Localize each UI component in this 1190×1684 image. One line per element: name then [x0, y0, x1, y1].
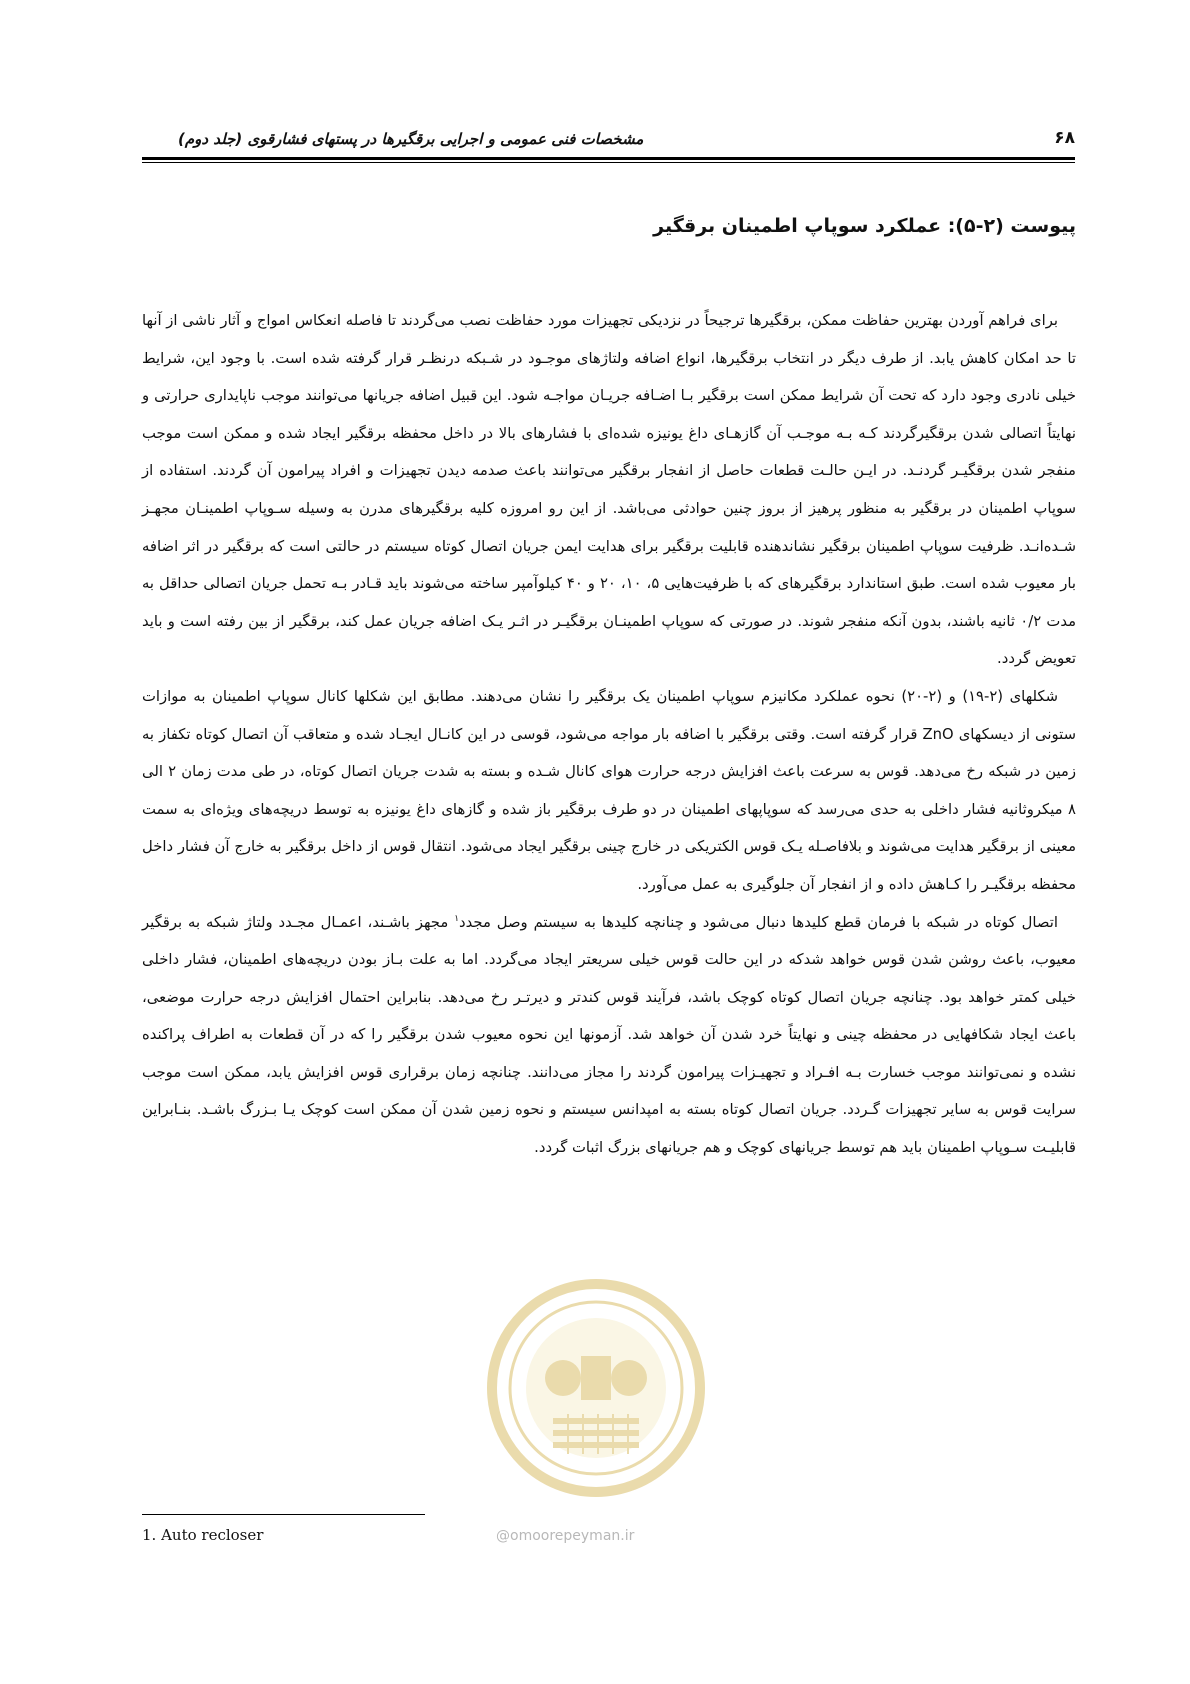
header-rule-thin	[142, 162, 1075, 163]
paragraph: شکلهای (۲-۱۹) و (۲-۲۰) نحوه عملکرد مکانیزم سوپاپ اطمینان یک برقگیر را نشان می‌دهند. مطابق این شکلها کانال سوپاپ اطمینان به موازات ستونی از دیسکهای ZnO قرار گرفته است. وقتی برقگیر با اضافه بار مواجه می‌شود، قوسی در این کانـال ایجـاد شده و متعاقب آن اتصال کوتاه تکفاز به زمین در شبکه رخ می‌دهد. قوس به سرعت باعث افزایش درجه حرارت هوای کانال شـده و بسته به شدت جریان اتصال کوتاه، در طی مدت زمان ۲ الی ۸ میکروثانیه فشار داخلی به حدی می‌رسد که سوپاپهای اطمینان در دو طرف برقگیر باز شده و گازهای داغ یونیزه به توسط دریچه‌های ویژه‌ای به سمت معینی از برقگیر هدایت می‌شوند و بلافاصـله یـک قوس الکتریکی در خارج چینی برقگیر ایجاد می‌شود. انتقال قوس از داخل برقگیر به خارج آن فشار داخل محفظه برقگیـر را کـاهش داده و از انفجار آن جلوگیری به عمل می‌آورد.	[142, 687, 1076, 893]
paragraph-part: اتصال کوتاه در شبکه با فرمان قطع کلیدها دنبال می‌شود و چنانچه کلیدها به سیستم وصل مجدد	[459, 913, 1058, 931]
paragraph	[142, 904, 1076, 1167]
watermark-url: @omoorepeyman.ir	[496, 1528, 635, 1544]
section-title: پیوست (۲-۵): عملکرد سوپاپ اطمینان برقگیر	[653, 215, 1076, 237]
paragraph-part: مجهز باشـند، اعمـال مجـدد ولتاژ شبکه به برقگیر معیوب، باعث روشن شدن قوس خواهد شدکه در این حالت قوس خیلی سریعتر ایجاد می‌گردد. اما به علت بـاز بودن دریچه‌های اطمینان، فشار داخلی خیلی کمتر خواهد بود. چنانچه جریان اتصال کوتاه کوچک باشد، فرآیند قوس کندتر و دیرتـر رخ می‌دهد. بنابراین احتمال افزایش درجه حرارت موضعی، باعث ایجاد شکافهایی در محفظه چینی و نهایتاً خرد شدن آن خواهد شد. آزمونها این نحوه معیوب شدن برقگیر را که در آن قطعات به اطراف پراکنده نشده و نمی‌توانند موجب خسارت بـه افـراد و تجهیـزات پیرامون گردند را مجاز می‌دانند. چنانچه زمان برقراری قوس افزایش یابد، ممکن است موجب سرایت قوس به سایر تجهیزات گـردد. جریان اتصال کوتاه بسته به امپدانس سیستم و نحوه زمین شدن آن ممکن است کوچک یـا بـزرگ باشـد. بنـابراین قابلیـت سـوپاپ اطمینان باید هم توسط جریانهای کوچک و هم جریانهای بزرگ اثبات گردد.	[142, 913, 1076, 1157]
footnote-marker: ۱	[454, 913, 460, 924]
footnote-divider	[142, 1514, 425, 1515]
footnote: 1. Auto recloser	[142, 1526, 264, 1544]
page-header	[142, 124, 1075, 164]
header-rule-thick	[142, 157, 1075, 160]
paragraph: برای فراهم آوردن بهترین حفاظت ممکن، برقگیرها ترجیحاً در نزدیکی تجهیزات مورد حفاظت نصب می‌گردند تا فاصله انعکاس امواج و آثار ناشی از آنها تا حد امکان کاهش یابد. از طرف دیگر در انتخاب برقگیرها، انواع اضافه ولتاژهای موجـود در شـبکه درنظـر قرار گرفته شده است. با وجود این، شرایط خیلی نادری وجود دارد که تحت آن شرایط ممکن است برقگیر بـا اضـافه جریـان مواجـه شود. این قبیل اضافه جریانها می‌توانند موجب ناپایداری حرارتی و نهایتاً اتصالی شدن برقگیرگردند کـه بـه موجـب آن گازهـای داغ یونیزه شده‌ای با فشارهای بالا در داخل محفظه برقگیر ایجاد شده و ممکن است موجب منفجر شدن برقگیـر گردنـد. در ایـن حالـت قطعات حاصل از انفجار برقگیر می‌توانند باعث صدمه دیدن تجهیزات و افراد پیرامون آن گردند. استفاده از سوپاپ اطمینان در برقگیر به منظور پرهیز از بروز چنین حوادثی می‌باشد. از این رو امروزه کلیه برقگیرهای مدرن به وسیله سـوپاپ اطمینـان مجهـز شـده‌انـد. ظرفیت سوپاپ اطمینان برقگیر نشاندهنده قابلیت برقگیر برای هدایت ایمن جریان اتصال کوتاه سیستم در حالتی است که برقگیر در اثر اضافه بار معیوب شده است. طبق استاندارد برقگیرهای که با ظرفیت‌هایی ۵، ۱۰، ۲۰ و ۴۰ کیلوآمپر ساخته می‌شوند باید قـادر بـه تحمل جریان اتصالی حداقل به مدت ۰/۲ ثانیه باشند، بدون آنکه منفجر شوند. در صورتی که سوپاپ اطمینـان برقگیـر در اثـر یـک اضافه جریان عمل کند، برقگیر از بین رفته است و باید تعویض گردد.	[142, 312, 1077, 668]
watermark-seal-icon	[483, 1268, 709, 1518]
page-number: ۶۸	[1054, 128, 1075, 148]
running-title: مشخصات فنی عمومی و اجرایی برقگیرها در پستهای فشارقوی (جلد دوم)	[178, 130, 644, 148]
body-text	[142, 302, 1076, 1167]
